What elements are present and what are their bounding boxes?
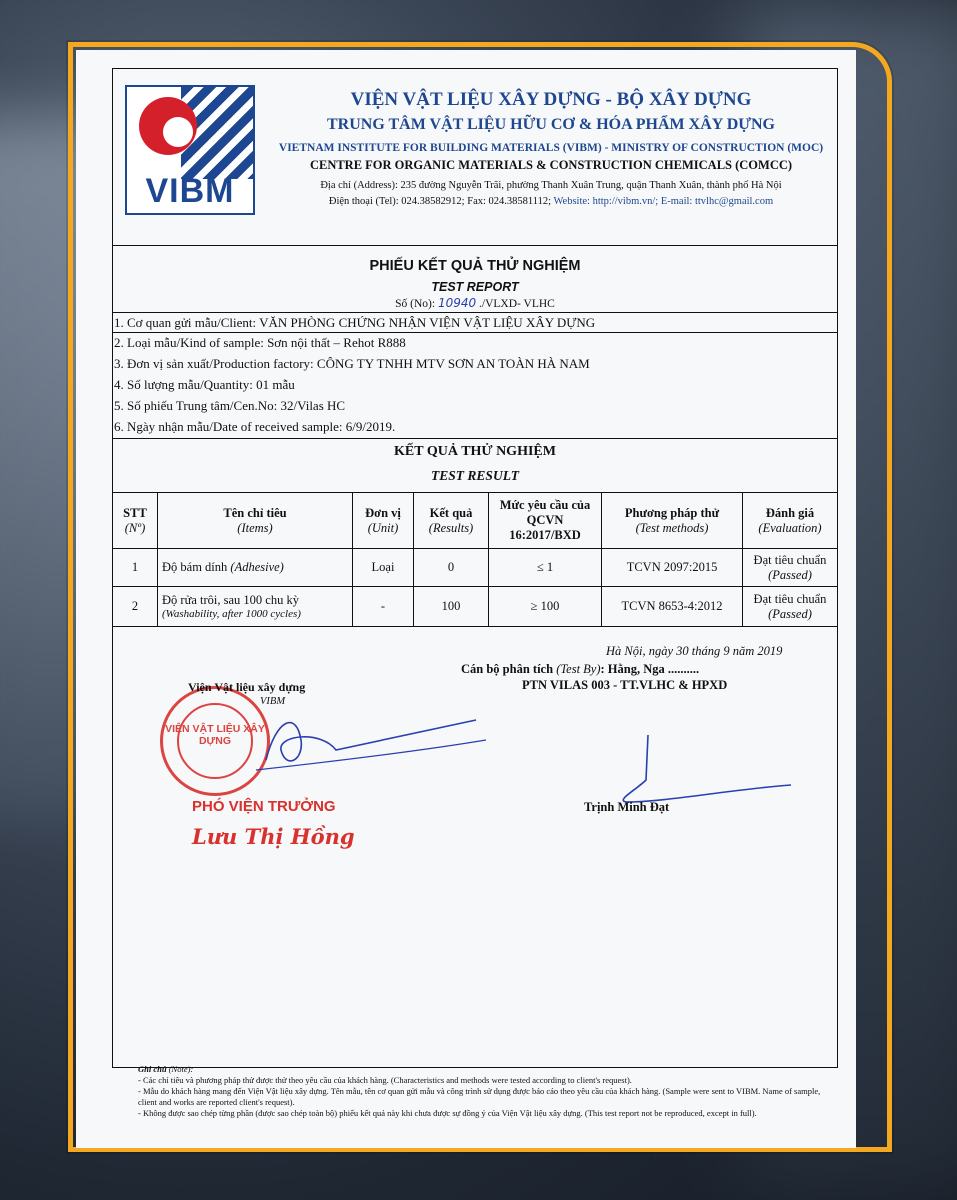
vice-director-signature	[226, 700, 496, 780]
report-no-label: Số (No):	[395, 298, 436, 310]
note-item: - Các chỉ tiêu và phương pháp thử được thử theo yêu cầu của khách hàng. (Characteristics and methods were tested according to client's request).	[138, 1075, 632, 1085]
cell-no: 1	[113, 549, 158, 587]
report-date: Hà Nội, ngày 30 tháng 9 năm 2019	[606, 644, 783, 658]
cell-requirement: ≤ 1	[489, 549, 602, 587]
cell-no: 2	[113, 587, 158, 627]
table-header-row	[113, 493, 838, 549]
cell-result: 100	[414, 587, 489, 627]
info-quantity: 4. Số lượng mẫu/Quantity: 01 mẫu	[114, 377, 295, 392]
result-title-en: TEST RESULT	[431, 468, 519, 483]
cell-result: 0	[414, 549, 489, 587]
tester-names: : Hằng, Nga ..........	[600, 662, 700, 676]
header-stt: STT (Nº)	[113, 493, 158, 549]
header-evaluation: Đánh giá (Evaluation)	[743, 493, 838, 549]
test-report-document	[76, 50, 856, 1148]
note-item: - Không được sao chép từng phần (được sao chép toàn bộ) phiếu kết quả này khi chưa được sự đồng ý của Viện Vật liệu xây dựng. (This test report not be reproduced, except in full).	[138, 1108, 757, 1118]
header-results: Kết quả (Results)	[414, 493, 489, 549]
cell-item: Độ rửa trôi, sau 100 chu kỳ (Washability, after 1000 cycles)	[158, 587, 353, 627]
institute-short-label: VIBM	[260, 696, 286, 707]
report-title-en: TEST REPORT	[431, 280, 519, 294]
notes-title: Ghi chú (Note):	[138, 1064, 194, 1074]
info-sample: 2. Loại mẫu/Kind of sample: Sơn nội thất – Rehot R888	[114, 335, 406, 350]
signer2-name: Trịnh Minh Đạt	[584, 800, 670, 814]
info-cen-no: 5. Số phiếu Trung tâm/Cen.No: 32/Vilas HC	[114, 398, 346, 413]
stamp-text: VIỆN VẬT LIỆU XÂY DỰNG	[165, 723, 265, 747]
results-table	[112, 492, 838, 627]
note-item: - Mẫu do khách hàng mang đến Viện Vật liệu xây dựng. Tên mẫu, tên cơ quan gửi mẫu và công trình sử dụng được báo cáo theo yêu cầu của khách hàng. (Sample were sent to VIBM. Name of sample, client and works are reported client's request).	[138, 1086, 821, 1107]
centre-name-en: CENTRE FOR ORGANIC MATERIALS & CONSTRUCTION CHEMICALS (COMCC)	[309, 158, 793, 172]
report-no-value: 10940	[437, 296, 477, 310]
result-title-vn: KẾT QUẢ THỬ NGHIỆM	[394, 444, 556, 459]
logo-circle	[139, 97, 197, 155]
vibm-logo	[125, 85, 255, 215]
divider	[112, 438, 838, 439]
address: Địa chỉ (Address): 235 đường Nguyễn Trãi, phường Thanh Xuân Trung, quận Thanh Xuân, thành phố Hà Nội	[320, 180, 782, 191]
info-date-received: 6. Ngày nhận mẫu/Date of received sample: 6/9/2019.	[114, 419, 396, 434]
tester-label-en: (Test By)	[556, 662, 601, 676]
table-row	[113, 549, 838, 587]
header-unit: Đơn vị (Unit)	[353, 493, 414, 549]
website-email: Website: http://vibm.vn/; E-mail: ttvlhc@gmail.com	[553, 196, 774, 207]
header-test-method: Phương pháp thử (Test methods)	[602, 493, 743, 549]
lab-name: PTN VILAS 003 - TT.VLHC & HPXD	[522, 678, 728, 692]
tester-label: Cán bộ phân tích	[461, 662, 554, 676]
report-number	[76, 296, 874, 310]
tester-line	[461, 662, 699, 677]
info-factory: 3. Đơn vị sản xuất/Production factory: CÔNG TY TNHH MTV SƠN AN TOÀN HÀ NAM	[114, 356, 590, 371]
info-client: 1. Cơ quan gửi mẫu/Client: VĂN PHÒNG CHỨNG NHẬN VIỆN VẬT LIỆU XÂY DỰNG	[114, 315, 596, 330]
logo-text: VIBM	[145, 172, 235, 210]
cell-unit: -	[353, 587, 414, 627]
cell-evaluation: Đạt tiêu chuẩn (Passed)	[743, 587, 838, 627]
vice-director-title: PHÓ VIỆN TRƯỞNG	[192, 798, 336, 815]
cell-method: TCVN 8653-4:2012	[602, 587, 743, 627]
centre-name-vn: TRUNG TÂM VẬT LIỆU HỮU CƠ & HÓA PHẨM XÂY DỰNG	[326, 116, 775, 133]
table-row	[113, 587, 838, 627]
notes-section	[138, 1064, 838, 1119]
cell-requirement: ≥ 100	[489, 587, 602, 627]
divider	[112, 312, 838, 313]
institute-signature-label: Viện Vật liệu xây dựng	[188, 680, 306, 694]
signer2-signature	[606, 730, 796, 810]
report-title-vn: PHIẾU KẾT QUẢ THỬ NGHIỆM	[369, 258, 581, 274]
header-items: Tên chỉ tiêu (Items)	[158, 493, 353, 549]
divider	[112, 332, 838, 333]
cell-method: TCVN 2097:2015	[602, 549, 743, 587]
tel-fax: Điện thoại (Tel): 024.38582912; Fax: 024.38581112;	[328, 196, 552, 207]
report-no-suffix: ./VLXD- VLHC	[479, 298, 555, 310]
cell-unit: Loại	[353, 549, 414, 587]
contact-line	[263, 196, 839, 207]
cell-evaluation: Đạt tiêu chuẩn (Passed)	[743, 549, 838, 587]
institute-name-en: VIETNAM INSTITUTE FOR BUILDING MATERIALS (VIBM) - MINISTRY OF CONSTRUCTION (MOC)	[278, 142, 824, 154]
vice-director-name: Lưu Thị Hồng	[192, 824, 355, 849]
letterhead	[112, 68, 838, 246]
cell-item: Độ bám dính (Adhesive)	[158, 549, 353, 587]
header-requirement: Mức yêu cầu của QCVN 16:2017/BXD	[489, 493, 602, 549]
institute-name-vn: VIỆN VẬT LIỆU XÂY DỰNG - BỘ XÂY DỰNG	[350, 89, 752, 110]
